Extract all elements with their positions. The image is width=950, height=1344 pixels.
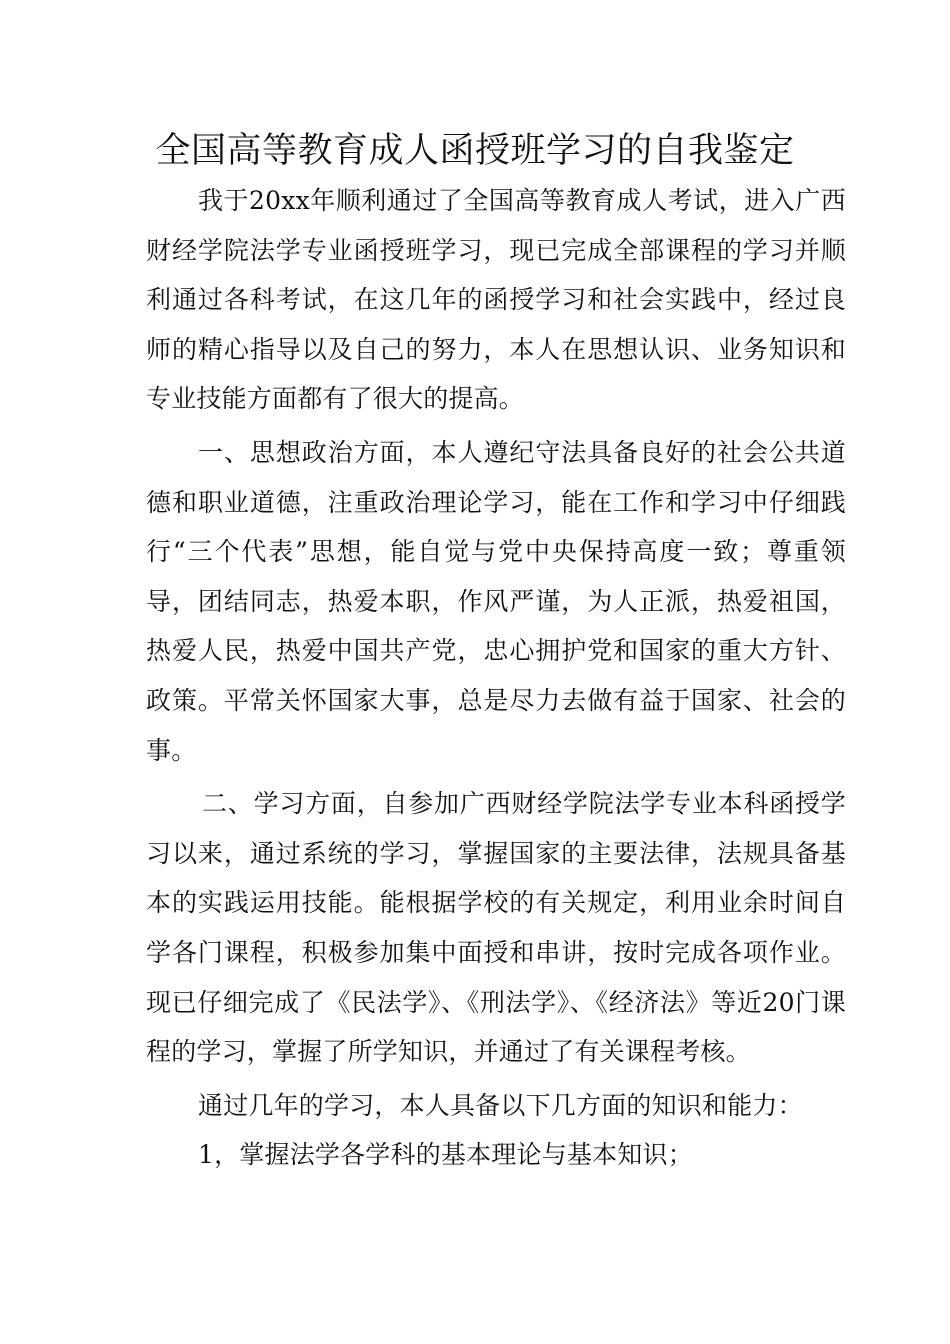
paragraph-intro: 我于20xx年顺利通过了全国高等教育成人考试，进入广西财经学院法学专业函授班学习，现已完成全部课程的学习并顺利通过各科考试，在这几年的函授学习和社会实践中，经过良师的精心指导以及自己的努力，本人在思想认识、业务知识和专业技能方面都有了很大的提高。 <box>146 186 846 414</box>
list-item: 1，掌握法学各学科的基本理论与基本知识； <box>198 1140 693 1170</box>
paragraph-political: 一、思想政治方面，本人遵纪守法具备良好的社会公共道德和职业道德，注重政治理论学习，能在工作和学习中仔细践行“三个代表”思想，能自觉与党中央保持高度一致；尊重领导，团结同志，热爱本职，作风严谨，为人正派，热爱祖国，热爱人民，热爱中国共产党，忠心拥护党和国家的重大方针、政策。平常关怀国家大事，总是尽力去做有益于国家、社会的事。 <box>146 437 846 765</box>
document-body <box>146 176 846 1180</box>
document-title: 全国高等教育成人函授班学习的自我鉴定 <box>155 131 795 171</box>
paragraph-study: 二、学习方面，自参加广西财经学院法学专业本科函授学习以来，通过系统的学习，掌握国家的主要法律，法规具备基本的实践运用技能。能根据学校的有关规定，利用业余时间自学各门课程，积极参加集中面授和串讲，按时完成各项作业。现已仔细完成了《民法学》、《刑法学》、《经济法》等近20门课程的学习，掌握了所学知识，并通过了有关课程考核。 <box>146 789 846 1067</box>
paragraph-abilities-intro: 通过几年的学习，本人具备以下几方面的知识和能力： <box>198 1090 803 1120</box>
